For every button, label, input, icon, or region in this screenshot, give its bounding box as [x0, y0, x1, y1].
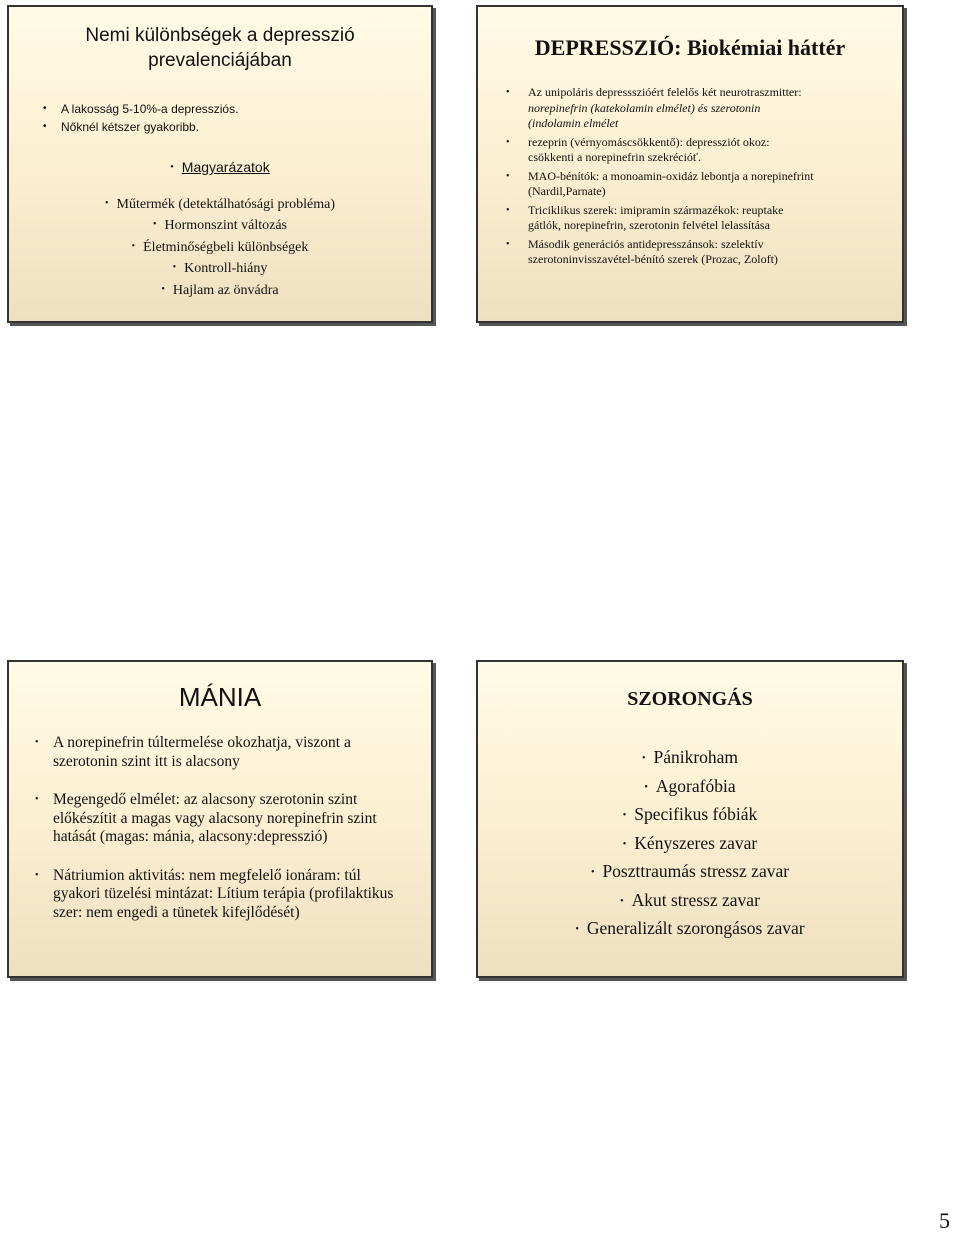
list-item: • Triciklikus szerek: imipramin származékok: reuptake gátlók, norepinefrin, szerotonin felvétel lelassítása [506, 202, 784, 232]
list-item: • A norepinefrin túltermelése okozhatja, viszont a szerotonin szint itt is alacsony [35, 734, 351, 770]
list-item: • Kényszeres zavar [622, 832, 758, 853]
list-item: • Poszttraumás stressz zavar [590, 861, 790, 881]
list-item: • Életminőségbeli különbségek [131, 239, 309, 255]
page-number: 5 [939, 1208, 950, 1233]
list-item: • Nátriumion aktivitás: nem megfelelő ionáram: túl gyakori tüzelési mintázat: Lítium terápia (profilaktikus szer: nem engedi a tünetek kifejlődését) [35, 866, 394, 921]
list-item: • A lakosság 5-10%-a depressziós. [43, 102, 239, 116]
slide-anxiety [476, 660, 904, 978]
list-item: • MAO-bénítók: a monoamin-oxidáz lebontja a norepinefrint (Nardil,Parnate) [506, 168, 814, 198]
slide-biochemical-background [476, 5, 904, 323]
slide1-top-list [43, 100, 238, 136]
list-item: • Az unipoláris depressszióért felelős két neurotraszmitter: norepinefrin (katekolamin elmélet) és szerotonin (indolamin elmélet [506, 85, 802, 130]
slide3-title: MÁNIA [178, 682, 262, 712]
list-item: • Műtermék (detektálhatósági probléma) [105, 196, 335, 212]
slide1-explanations [9, 157, 431, 301]
list-item: • Hormonszint változás [153, 218, 287, 233]
list-item: • Generalizált szorongásos zavar [575, 918, 805, 938]
list-item: • rezeprin (vérnyomáscsökkentő): depressziót okoz: csökkenti a norepinefrin szekrécióť. [506, 134, 770, 164]
slide1-title: Nemi különbségek a depresszió prevalenciájában [85, 25, 355, 71]
slide-mania [7, 660, 433, 978]
list-item: • Agorafóbia [644, 775, 736, 796]
slide4-list [478, 744, 902, 944]
slide3-list [35, 734, 423, 922]
slide-gender-differences [7, 5, 433, 323]
list-item: • Hajlam az önvádra [161, 282, 279, 298]
slide4-title: SZORONGÁS [627, 688, 753, 710]
list-item: • Pánikroham [641, 747, 739, 767]
list-item: • Akut stressz zavar [620, 889, 760, 910]
slide2-title: DEPRESSZIÓ: Biokémiai háttér [534, 35, 846, 60]
explanations-heading: • Magyarázatok [170, 159, 270, 175]
list-item: • Specifikus fóbiák [622, 804, 758, 824]
list-item: • Kontroll-hiány [172, 261, 268, 276]
slide2-list [506, 85, 892, 271]
list-item: • Megengedő elmélet: az alacsony szerotonin szint előkészítit a magas vagy alacsony norepinefrin szint hatását (magas: mánia, alacsony:depresszió) [35, 791, 377, 845]
list-item: • Második generációs antidepresszánsok: szelektív szerotoninvisszavétel-bénító szerek (Prozac, Zoloft) [506, 236, 778, 266]
list-item: • Nőknél kétszer gyakoribb. [43, 120, 200, 134]
